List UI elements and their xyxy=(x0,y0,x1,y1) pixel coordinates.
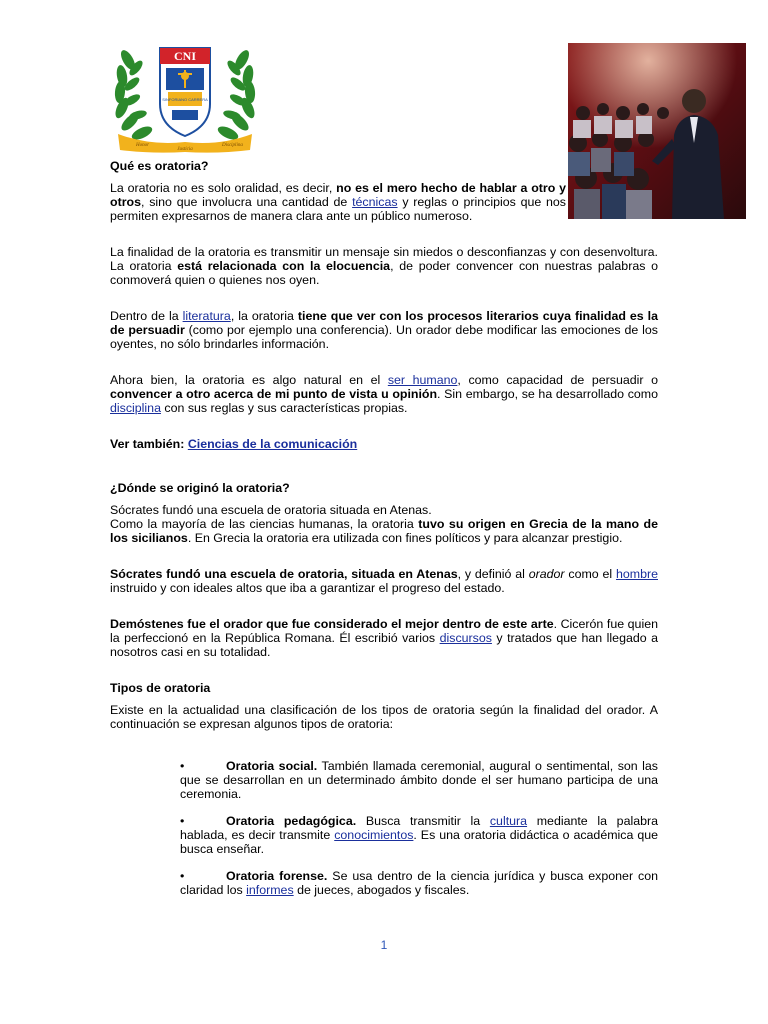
document-body xyxy=(110,159,658,897)
bullet-icon: • xyxy=(180,814,185,828)
see-also-line: Ver también: Ciencias de la comunicación xyxy=(110,437,358,451)
paragraph-5: Como la mayoría de las ciencias humanas, la oratoria tuvo su origen en Grecia de la mano de los sicilianos. En Grecia la oratoria era utilizada con fines políticos y para alcanzar prestigio. xyxy=(110,517,658,545)
link-disciplina[interactable]: disciplina xyxy=(110,401,161,415)
logo-book-text: SINFORIANO CARRERA xyxy=(162,97,208,102)
bullet-icon: • xyxy=(180,869,185,883)
paragraph-2: La finalidad de la oratoria es transmitir un mensaje sin miedos o desconfianzas y con desenvoltura. La oratoria está relacionada con la elocuencia, de poder convencer con nuestras palabras o conmoverá quien o quienes nos oyen. xyxy=(110,245,658,287)
link-ciencias-comunicacion[interactable]: Ciencias de la comunicación xyxy=(187,437,358,451)
bullet-icon: • xyxy=(180,759,185,773)
paragraph-7: Demóstenes fue el orador que fue considerado el mejor dentro de este arte. Cicerón fue quien la perfeccionó en la República Romana. Él escribió varios discursos y tratados que han llegado a nosotros casi en su totalidad. xyxy=(110,617,658,659)
oratoria-types-list xyxy=(180,759,658,897)
link-cultura[interactable]: cultura xyxy=(489,814,528,828)
svg-text:Disciplina: Disciplina xyxy=(222,143,243,148)
logo-letters: CNI xyxy=(173,49,197,63)
link-informes[interactable]: informes xyxy=(246,883,294,897)
list-item: • Oratoria pedagógica. Busca transmitir la cultura mediante la palabra hablada, es decir transmite conocimientos. Es una oratoria didáctica o académica que busca enseñar. xyxy=(180,814,659,856)
section-title-origen: ¿Dónde se originó la oratoria? xyxy=(110,481,290,495)
paragraph-5-line1: Sócrates fundó una escuela de oratoria situada en Atenas. xyxy=(110,503,432,517)
paragraph-1: La oratoria no es solo oralidad, es decir, no es el mero hecho de hablar a otro y otros, sino que involucra una cantidad de técnicas y reglas o principios que nos permiten expresarnos de manera clara ante un público numeroso. xyxy=(110,181,566,223)
section-title-que-es-oratoria: Qué es oratoria? xyxy=(110,159,209,173)
paragraph-3: Dentro de la literatura, la oratoria tiene que ver con los procesos literarios cuya finalidad es la de persuadir (como por ejemplo una conferencia). Un orador debe modificar las emociones de los oyentes, no sólo brindarles información. xyxy=(110,309,658,351)
link-discursos[interactable]: discursos xyxy=(439,631,492,645)
section-title-tipos: Tipos de oratoria xyxy=(110,681,211,695)
paragraph-6: Sócrates fundó una escuela de oratoria, situada en Atenas, y definió al orador como el hombre instruido y con ideales altos que iba a garantizar el progreso del estado. xyxy=(110,567,658,595)
svg-text:Justicia: Justicia xyxy=(177,147,193,152)
svg-text:Honor: Honor xyxy=(136,143,150,148)
laurel-right-icon xyxy=(216,48,257,142)
link-literatura[interactable]: literatura xyxy=(182,309,231,323)
link-ser-humano[interactable]: ser humano xyxy=(387,373,458,387)
paragraph-4: Ahora bien, la oratoria es algo natural en el ser humano, como capacidad de persuadir o convencer a otro acerca de mi punto de vista u opinión. Sin embargo, se ha desarrollado como disciplina con sus reglas y sus características propias. xyxy=(110,373,658,415)
school-logo xyxy=(110,42,260,154)
laurel-left-icon xyxy=(113,48,154,142)
link-hombre[interactable]: hombre xyxy=(615,567,658,581)
page-number: 1 xyxy=(380,938,388,952)
paragraph-8: Existe en la actualidad una clasificación de los tipos de oratoria según la finalidad del orador. A continuación se expresan algunos tipos de oratoria: xyxy=(110,703,658,731)
link-tecnicas[interactable]: técnicas xyxy=(352,195,398,209)
list-item: • Oratoria social. También llamada ceremonial, augural o sentimental, son las que se desarrollan en un determinado ámbito donde el ser humano participa de una ceremonia. xyxy=(180,759,659,801)
link-conocimientos[interactable]: conocimientos xyxy=(334,828,414,842)
list-item: • Oratoria forense. Se usa dentro de la ciencia jurídica y busca exponer con claridad los informes de jueces, abogados y fiscales. xyxy=(180,869,658,897)
